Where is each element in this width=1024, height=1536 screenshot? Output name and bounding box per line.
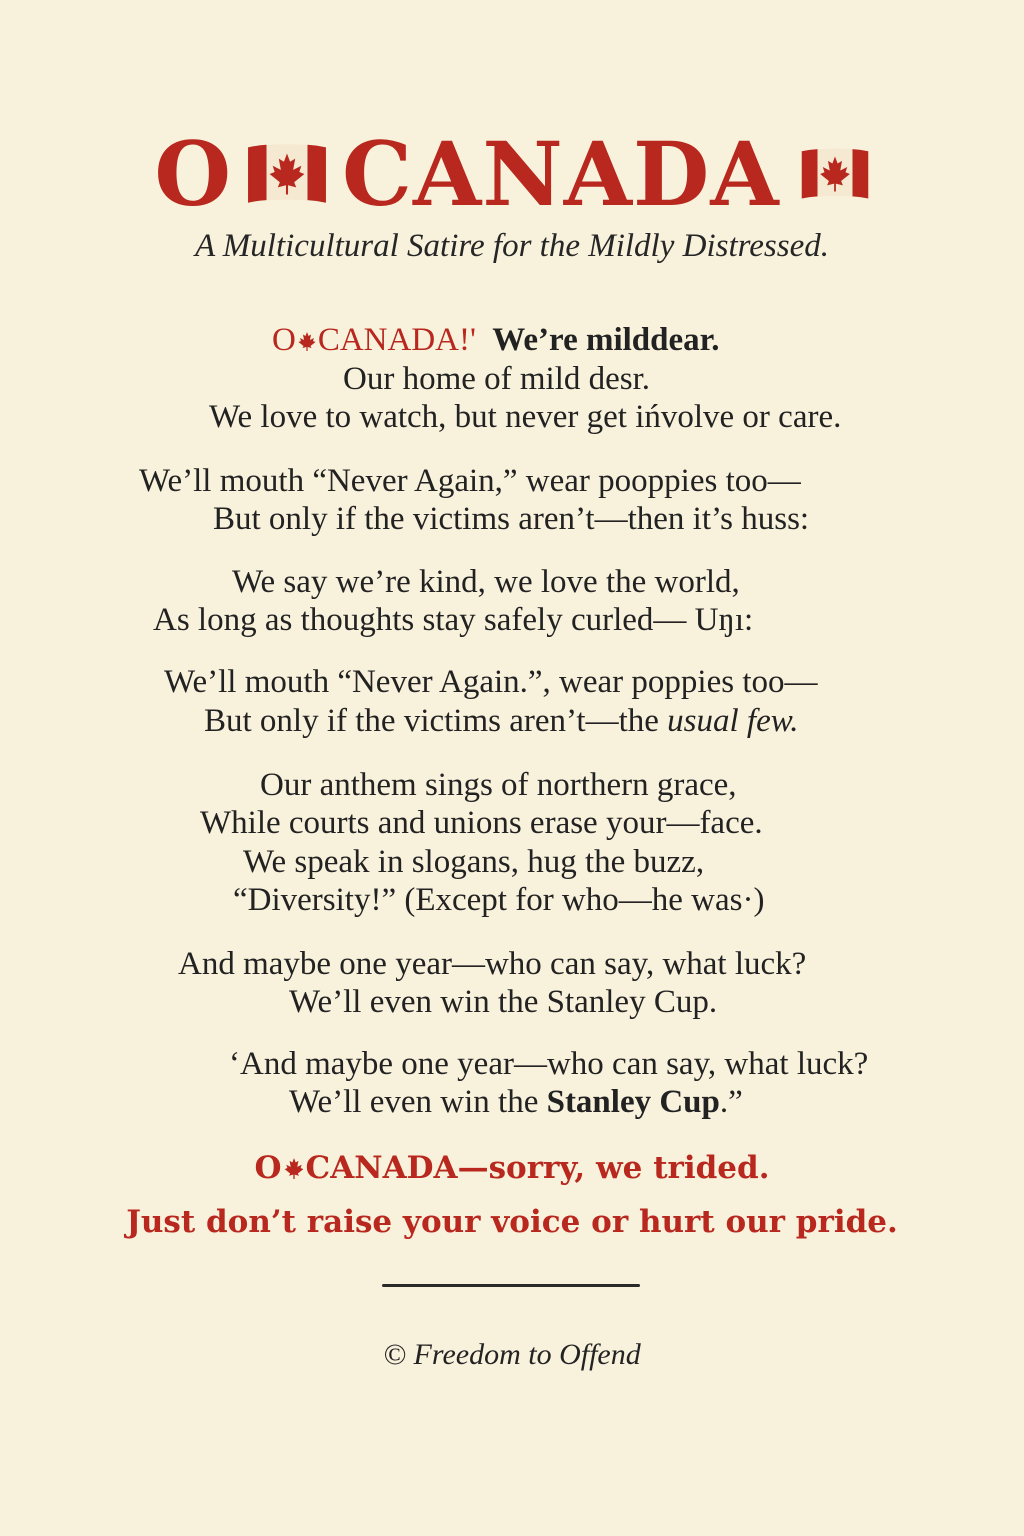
verse7-line2-end: .”: [719, 1084, 743, 1120]
canadian-flag-small-icon: [800, 146, 870, 202]
verse4-line1: We’ll mouth “Never Again.”, wear poppies too—: [164, 664, 818, 700]
verse1-line2: Our home of mild desr.: [343, 361, 651, 397]
poem-title: [0, 122, 1024, 226]
poem-subtitle: A Multicultural Satire for the Mildly Distressed.: [195, 228, 829, 264]
verse7-line2-text: We’ll even win the: [289, 1084, 547, 1120]
verse3-line1: We say we’re kind, we love the world,: [232, 564, 740, 600]
verse5-line1: Our anthem sings of northern grace,: [260, 767, 737, 803]
verse5-line3: We speak in slogans, hug the buzz,: [243, 844, 705, 880]
verse7-stanley-cup: Stanley Cup: [546, 1084, 720, 1120]
verse1-line1-rest: We’re milddear.: [492, 322, 720, 358]
verse4-line2-italic: usual few.: [667, 703, 799, 739]
maple-leaf-icon: [297, 331, 317, 351]
verse1-line1: [272, 322, 720, 358]
verse3-line2: As long as thoughts stay safely curled— Uŋı:: [153, 602, 754, 638]
verse5-line2: While courts and unions erase your—face.: [200, 805, 763, 841]
verse2-line1: We’ll mouth “Never Again,” wear pooppies too—: [139, 463, 801, 499]
divider: [382, 1284, 640, 1287]
closing-line1-rest: CANADA—sorry, we trided.: [305, 1150, 770, 1186]
verse2-line2: But only if the victims aren’t—then it’s huss:: [213, 501, 810, 537]
closing-line2: Just don’t raise your voice or hurt our pride.: [126, 1204, 898, 1240]
canadian-flag-icon: [246, 141, 328, 207]
verse1-line3: We love to watch, but never get ińvolve or care.: [209, 399, 842, 435]
closing-line1: [0, 1150, 1024, 1186]
verse6-line1: And maybe one year—who can say, what luck?: [178, 946, 807, 982]
verse5-line4: “Diversity!” (Except for who—he was·): [233, 882, 765, 918]
verse1-o: O: [272, 322, 296, 358]
maple-leaf-icon: [283, 1157, 305, 1179]
credit: © Freedom to Offend: [383, 1338, 641, 1371]
verse4-line2-text: But only if the victims aren’t—the: [204, 703, 668, 739]
verse4-line2: [204, 703, 799, 739]
verse1-canada: CANADA!: [317, 322, 471, 358]
verse7-line1: ‘And maybe one year—who can say, what luck?: [229, 1046, 869, 1082]
verse7-line2: [289, 1084, 743, 1120]
verse1-mark: ': [470, 322, 476, 358]
verse6-line2: We’ll even win the Stanley Cup.: [289, 984, 718, 1020]
title-canada: CANADA: [342, 122, 780, 226]
title-o: O: [154, 122, 233, 226]
closing-o: O: [254, 1150, 282, 1186]
